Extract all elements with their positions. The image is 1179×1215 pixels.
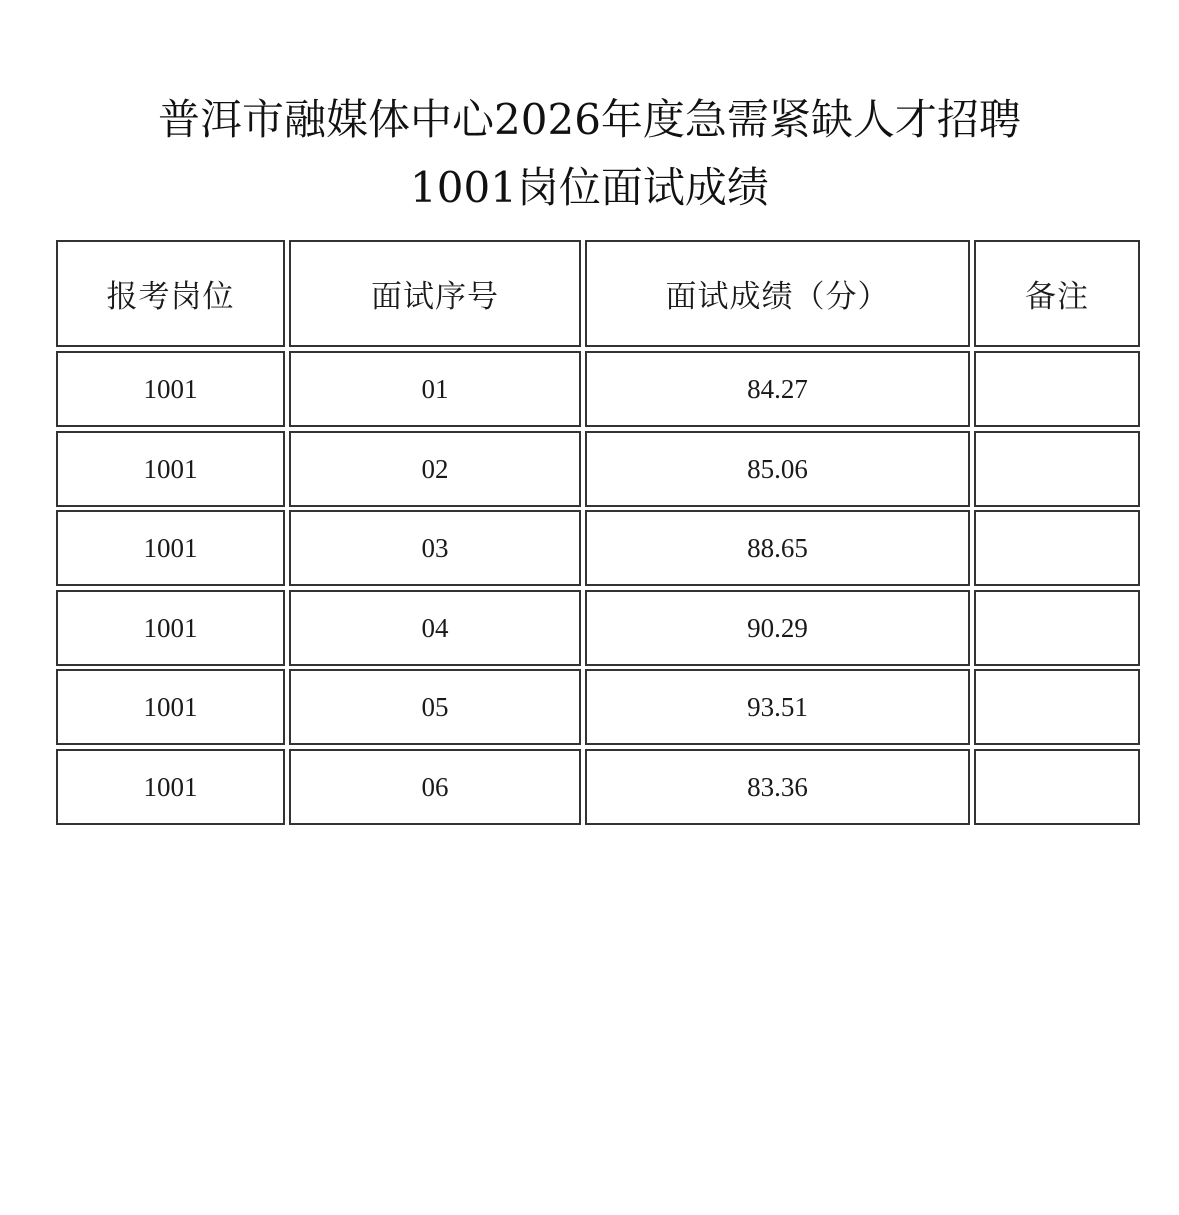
cell-remarks (974, 669, 1140, 745)
cell-remarks (974, 749, 1140, 825)
cell-remarks (974, 431, 1140, 507)
cell-position: 1001 (56, 749, 285, 825)
cell-interview-number: 02 (289, 431, 581, 507)
cell-interview-score: 93.51 (585, 669, 970, 745)
title-line-2: 1001岗位面试成绩 (410, 163, 769, 212)
cell-remarks (974, 351, 1140, 427)
cell-position: 1001 (56, 669, 285, 745)
cell-remarks (974, 510, 1140, 586)
cell-position: 1001 (56, 590, 285, 666)
cell-interview-number: 03 (289, 510, 581, 586)
cell-interview-score: 84.27 (585, 351, 970, 427)
cell-interview-score: 85.06 (585, 431, 970, 507)
cell-interview-score: 83.36 (585, 749, 970, 825)
cell-position: 1001 (56, 431, 285, 507)
cell-remarks (974, 590, 1140, 666)
cell-interview-score: 90.29 (585, 590, 970, 666)
cell-position: 1001 (56, 351, 285, 427)
cell-interview-number: 04 (289, 590, 581, 666)
cell-interview-number: 05 (289, 669, 581, 745)
cell-position: 1001 (56, 510, 285, 586)
title-line-1: 普洱市融媒体中心2026年度急需紧缺人才招聘 (158, 95, 1021, 144)
header-interview-number: 面试序号 (289, 240, 581, 347)
cell-interview-number: 06 (289, 749, 581, 825)
cell-interview-score: 88.65 (585, 510, 970, 586)
header-position: 报考岗位 (56, 240, 285, 347)
header-remarks: 备注 (974, 240, 1140, 347)
header-interview-score: 面试成绩（分） (585, 240, 970, 347)
cell-interview-number: 01 (289, 351, 581, 427)
